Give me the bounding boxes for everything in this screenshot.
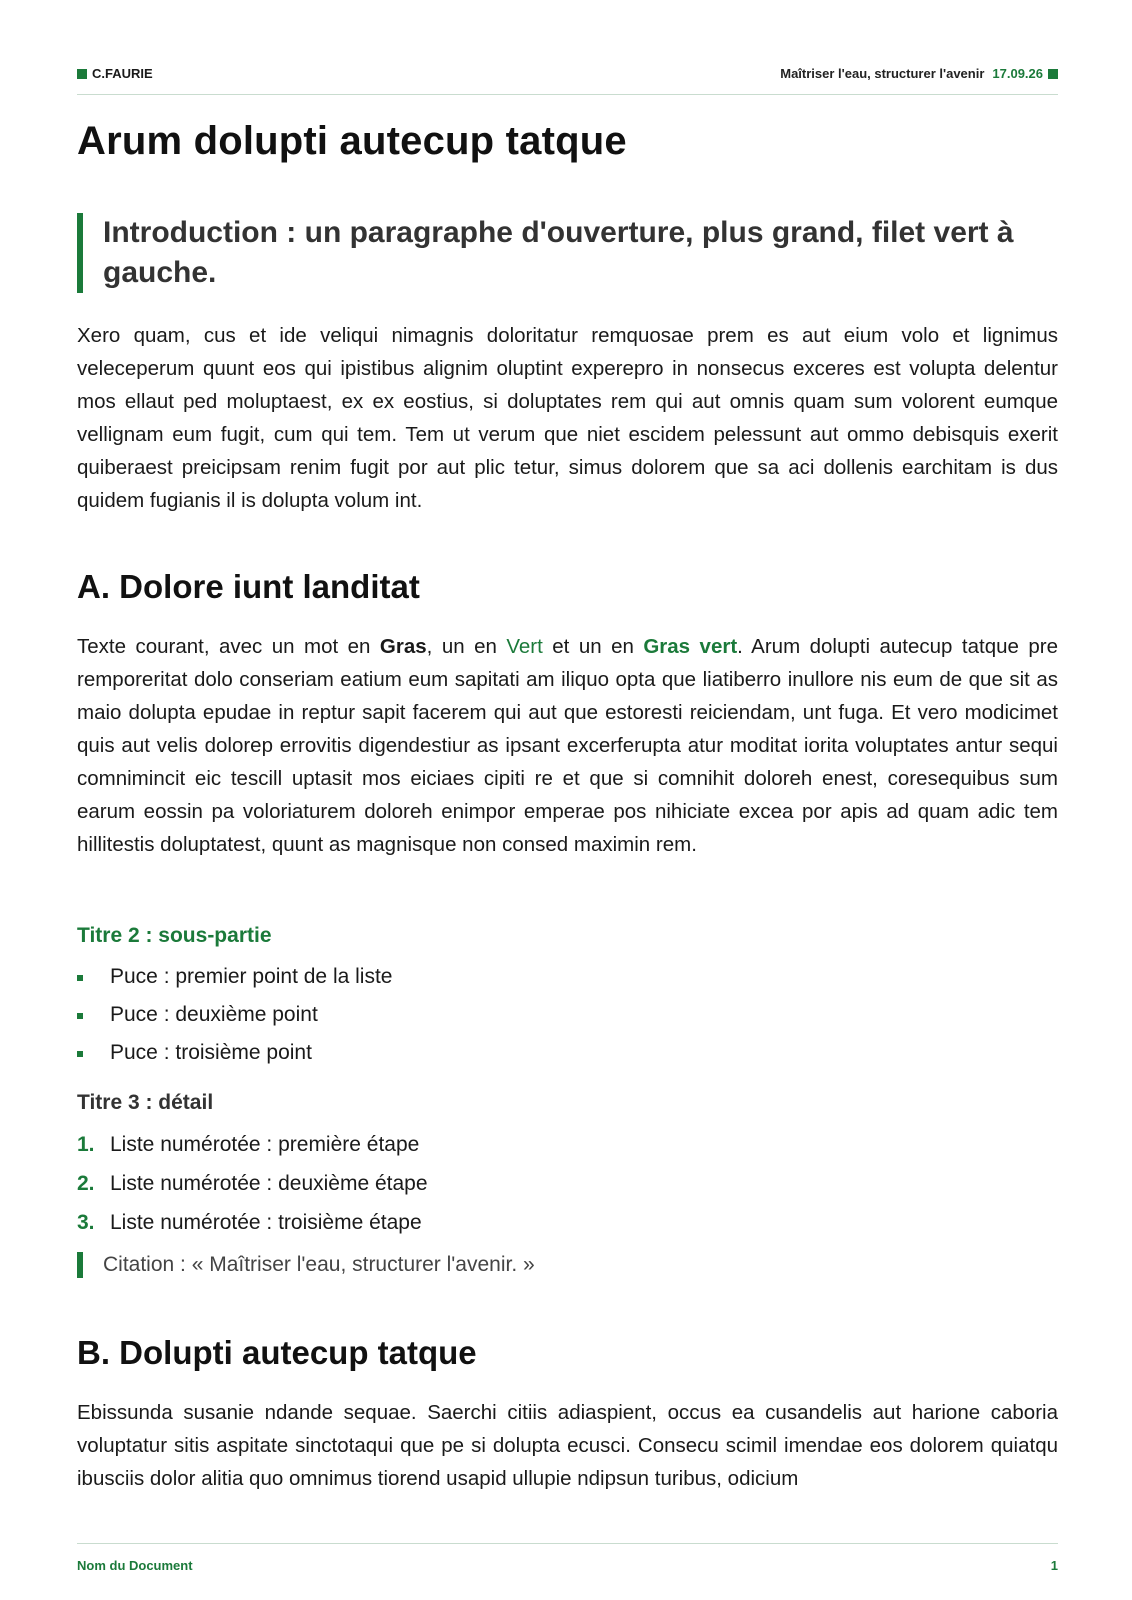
text-run: . Arum dolupti autecup tatque pre remporeritat dolo conseriam eatium eum sapitati am iliquo opta que liatiberro inullore nis eum de que sit as maio dolupta epudae in reptur sapit facerem qui aut que estoresti reiciendam, unt fuga. Et vero modicimet quis aut velis dolorep errovitis digendestiur as ipsant excerferupta atur moditat iorita voluptates antur sequi comnimincit eic tescill uptasit mos eiciaes cipiti re et que si comnihit doloreh enest, coresequibus sum earum eossin pa voloriaturem doloreh enimpor emperae pos nihiciate excea por apis ad quam adic tem hillitestis doluptatest, quunt as magnisque non consed maximin rem.	[77, 635, 1058, 856]
footer-doc-name: Nom du Document	[77, 1558, 193, 1573]
section-a-heading: A. Dolore iunt landitat	[77, 568, 420, 605]
page-title: Arum dolupti autecup tatque	[77, 119, 627, 163]
bullet-icon	[77, 1051, 83, 1057]
page-number: 1	[1050, 1558, 1058, 1573]
author-label: C.FAURIE	[92, 66, 153, 81]
header-date: 17.09.26	[992, 66, 1043, 81]
list-item-text: Puce : troisième point	[110, 1041, 312, 1064]
section-b-heading: B. Dolupti autecup tatque	[77, 1334, 477, 1371]
subsection-title: Titre 2 : sous-partie	[77, 924, 272, 947]
bold-green-word: Gras vert	[643, 635, 738, 658]
list-item	[77, 958, 392, 996]
square-marker-icon	[1048, 69, 1058, 79]
numbered-item-text: Liste numérotée : première étape	[110, 1133, 420, 1156]
list-item	[77, 1034, 392, 1072]
list-item-text: Puce : deuxième point	[110, 1003, 318, 1026]
green-word: Vert	[506, 635, 543, 658]
bullet-icon	[77, 975, 83, 981]
list-item	[77, 996, 392, 1034]
body-paragraph: Xero quam, cus et ide veliqui nimagnis doloritatur remquosae prem es aut eium volo et lignimus veleceperum quunt eos qui ipistibus alignim oluptint experepro in nonsecus exceres est volupta delentur mos ellaut ped moluptaest, ex ex eostius, si doluptates rem qui aut omnis quam sum volorent eumque vellignam eum fugit, cum qui tem. Tem ut verum que niet escidem pelessunt aut ommo debisquis exerit quiberaest preicipsam renim fugit por aut plic tetur, simus dolorem que sa aci dollenis earchitam is dus quidem fugianis il is dolupta volum int.	[77, 324, 1058, 512]
text-run: , un en	[426, 635, 507, 658]
header-tagline: Maîtriser l'eau, structurer l'avenir	[780, 66, 985, 81]
numbered-item-text: Liste numérotée : deuxième étape	[110, 1172, 428, 1195]
numbered-item	[77, 1125, 428, 1164]
item-number: 2.	[77, 1172, 95, 1195]
intro-paragraph: Introduction : un paragraphe d'ouverture, plus grand, filet vert à gauche.	[77, 213, 1058, 293]
document-page	[77, 0, 1058, 1600]
header-right	[780, 66, 1058, 81]
block-quote: Citation : « Maîtriser l'eau, structurer l'avenir. »	[77, 1252, 535, 1278]
text-run: et un en	[542, 635, 644, 658]
section-a-paragraph	[77, 630, 1058, 861]
item-number: 1.	[77, 1133, 95, 1156]
header-divider	[77, 94, 1058, 95]
detail-title: Titre 3 : détail	[77, 1091, 214, 1114]
list-item-text: Puce : premier point de la liste	[110, 965, 393, 988]
item-number: 3.	[77, 1211, 95, 1234]
footer-divider	[77, 1543, 1058, 1544]
section-b-paragraph: Ebissunda susanie ndande sequae. Saerchi citiis adiaspient, occus ea cusandelis aut harione caboria voluptatur sitis aspitate sinctotaqui que pe si dolupta ecusci. Consecu scimil imendae eos dolorem quiatqu ibusciis dolor alitia quo omnimus tiorend usapid ullupie ndipsun turibus, odicium	[77, 1401, 1058, 1490]
numbered-item-text: Liste numérotée : troisième étape	[110, 1211, 422, 1234]
text-run: Texte courant, avec un mot en	[77, 635, 380, 658]
bold-word: Gras	[379, 635, 427, 658]
page-header	[77, 64, 1058, 84]
numbered-item	[77, 1164, 428, 1203]
numbered-item	[77, 1203, 428, 1242]
numbered-list	[77, 1125, 428, 1242]
page-footer	[77, 1558, 1058, 1573]
square-marker-icon	[77, 69, 87, 79]
bullet-list	[77, 958, 392, 1072]
bullet-icon	[77, 1013, 83, 1019]
header-author	[77, 66, 153, 81]
